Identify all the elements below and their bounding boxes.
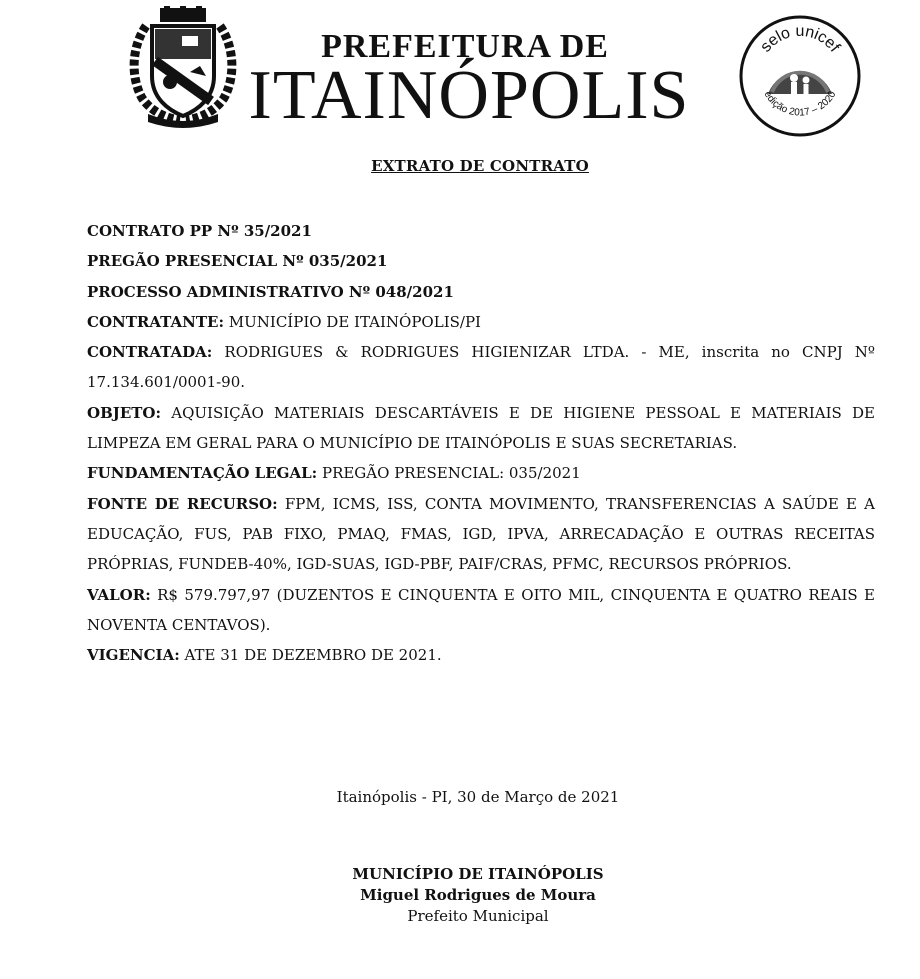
line-label: FONTE DE RECURSO:	[87, 494, 278, 513]
contract-line	[87, 337, 875, 398]
unicef-seal-icon	[738, 14, 862, 138]
seal-text-top: selo unicef	[757, 23, 843, 56]
contract-body	[87, 216, 875, 670]
line-value: AQUISIÇÃO MATERIAIS DESCARTÁVEIS E DE HIGIENE PESSOAL E MATERIAIS DE LIMPEZA EM GERAL PARA O MUNICÍPIO DE ITAINÓPOLIS E SUAS SECRETARIAS.	[87, 403, 875, 453]
line-label: PREGÃO PRESENCIAL Nº 035/2021	[87, 252, 388, 271]
line-value: MUNICÍPIO DE ITAINÓPOLIS/PI	[224, 312, 481, 331]
contract-line	[87, 246, 875, 276]
line-label: CONTRATANTE:	[87, 312, 224, 331]
contract-line	[87, 216, 875, 246]
line-label: VIGENCIA:	[87, 646, 180, 665]
letterhead	[0, 0, 920, 150]
signature-role: Prefeito Municipal	[407, 907, 549, 925]
line-label: PROCESSO ADMINISTRATIVO Nº 048/2021	[87, 282, 454, 301]
line-value: RODRIGUES & RODRIGUES HIGIENIZAR LTDA. - ME, inscrita no CNPJ Nº 17.134.601/0001-90.	[87, 343, 875, 392]
line-value: FPM, ICMS, ISS, CONTA MOVIMENTO, TRANSFERENCIAS A SAÚDE E A EDUCAÇÃO, FUS, PAB FIXO, PMAQ, FMAS, IGD, IPVA, ARRECADAÇÃO E OUTRAS RECEITAS PRÓPRIAS, FUNDEB-40%, IGD-SUAS, IGD-PBF, PAIF/CRAS, PFMC, RECURSOS PRÓPRIOS.	[87, 494, 875, 574]
line-value: PREGÃO PRESENCIAL: 035/2021	[317, 464, 581, 483]
signature-entity: MUNICÍPIO DE ITAINÓPOLIS	[352, 865, 604, 883]
line-label: CONTRATADA:	[87, 343, 213, 362]
line-value: ATE 31 DE DEZEMBRO DE 2021.	[179, 646, 442, 665]
contract-line	[87, 640, 875, 670]
signature-name: Miguel Rodrigues de Moura	[360, 886, 596, 904]
date-line: Itainópolis - PI, 30 de Março de 2021	[336, 788, 620, 806]
line-label: FUNDAMENTAÇÃO LEGAL:	[87, 464, 318, 483]
letterhead-title-top: PREFEITURA DE	[321, 28, 609, 65]
line-label: OBJETO:	[87, 403, 162, 422]
contract-line	[87, 458, 875, 488]
letterhead-title-main: ITAINÓPOLIS	[248, 57, 690, 134]
line-label: VALOR:	[87, 585, 151, 604]
contract-line	[87, 489, 875, 580]
signature-block	[0, 864, 920, 927]
contract-line	[87, 398, 875, 459]
line-label: CONTRATO PP Nº 35/2021	[87, 222, 312, 240]
contract-line	[87, 277, 875, 307]
document-title: EXTRATO DE CONTRATO	[371, 157, 589, 175]
seal-text-bottom: edição 2017 – 2020	[761, 89, 839, 119]
line-value: R$ 579.797,97 (DUZENTOS E CINQUENTA E OITO MIL, CINQUENTA E QUATRO REAIS E NOVENTA CENTAVOS).	[87, 585, 875, 634]
contract-line	[87, 307, 875, 337]
municipal-crest-icon	[124, 6, 242, 128]
contract-line	[87, 580, 875, 641]
